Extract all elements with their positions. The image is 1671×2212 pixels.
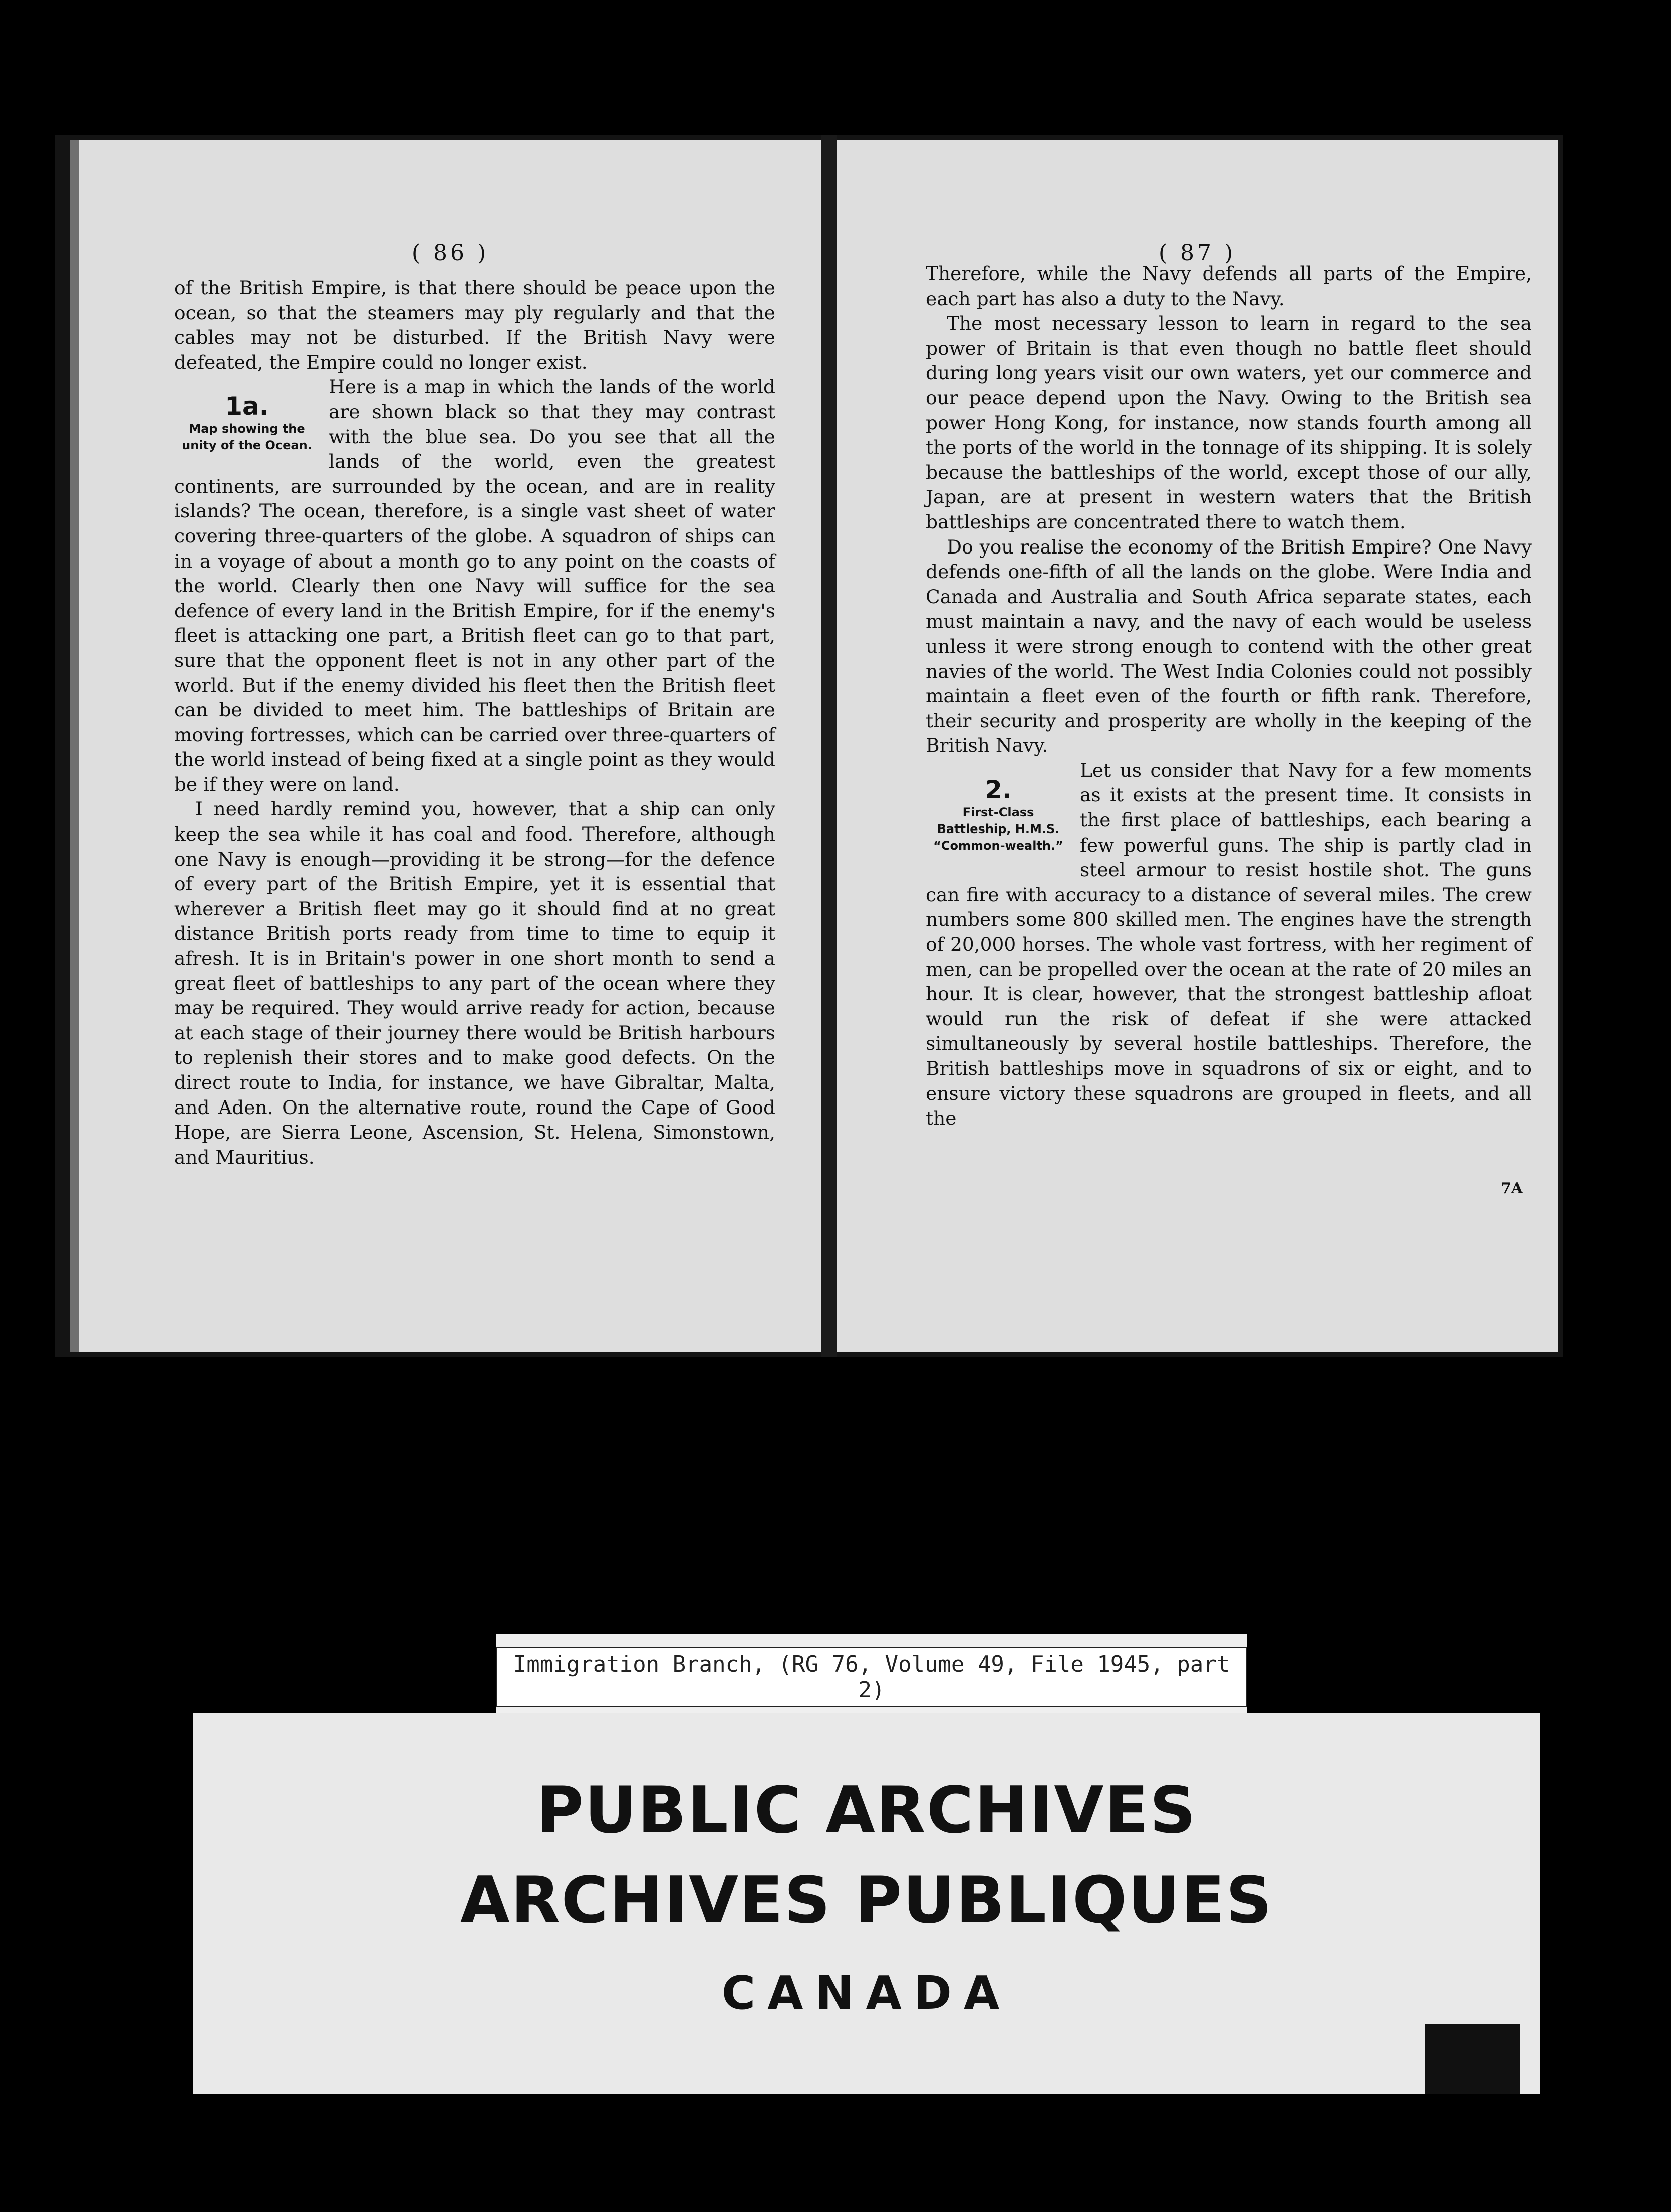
paragraph: Let us consider that Navy for a few moments as it exists at the present time. It consists in the first place of battleships, each bearing a few powerful guns. The ship is partly clad in steel armour to resist hostile shot. The guns can fire with accuracy to a distance of several miles. The crew numbers some 800 skilled men. The engines have the strength of 20,000 horses. The whole vast fortress, with her regiment of men, can be propelled over the ocean at the rate of 20 miles an hour. It is clear, however, that the strongest battleship afloat would run the risk of defeat if she were attacked simultaneously by several hostile battleships. Therefore, the British battleships move in squadrons of six or eight, and to ensure victory these squadrons are grouped in fleets, and all the: [926, 759, 1532, 1130]
figure-number: 1a.: [225, 392, 269, 421]
archive-reference-text: Immigration Branch, (RG 76, Volume 49, File 1945, part 2): [496, 1647, 1247, 1707]
archive-plate-line: ARCHIVES PUBLIQUES: [460, 1863, 1273, 1938]
figure-number: 2.: [985, 775, 1012, 804]
paragraph: I need hardly remind you, however, that a ship can only keep the sea while it has coal and food. Therefore, although one Navy is enough—providing it be strong—for the defence of every part of the British Empire, yet it is essential that wherever a British fleet may go it should find at no great distance British ports ready from time to time to equip it afresh. It is in Britain's power in one short month to send a great fleet of battleships to any part of the ocean where they may be required. They would arrive ready for action, because at each stage of their journey there would be British harbours to replenish their stores and to make good defects. On the direct route to India, for instance, we have Gibraltar, Malta, and Aden. On the alternative route, round the Cape of Good Hope, are Sierra Leone, Ascension, St. Helena, Simonstown, and Mauritius.: [174, 798, 775, 1168]
figure-sidenote: [174, 392, 320, 454]
paragraph: Here is a map in which the lands of the world are shown black so that they may contrast with the blue sea. Do you see that all the lands of the world, even the greatest continents, are surrounded by the ocean, and are in reality islands? The ocean, therefore, is a single vast sheet of water covering three-quarters of the globe. A squadron of ships can in a voyage of about a month go to any point on the coasts of the world. Clearly then one Navy will suffice for the sea defence of every land in the British Empire, for if the enemy's fleet is attacking one part, a British fleet can go to that part, sure that the opponent fleet is not in any other part of the world. But if the enemy divided his fleet then the British fleet can be divided to meet him. The battleships of Britain are moving fortresses, which can be carried over three-quarters of the world instead of being fixed at a single point as they would be if they were on land.: [174, 376, 775, 795]
left-page-text: [174, 275, 775, 1170]
book-spread: [55, 135, 1563, 1357]
book-gutter: [821, 135, 837, 1357]
paragraph: The most necessary lesson to learn in regard to the sea power of Britain is that even though no battle fleet should during long years visit our own waters, yet our commerce and our peace depend upon the Navy. Owing to the British sea power Hong Kong, for instance, now stands fourth among all the ports of the world in the tonnage of its shipping. It is solely because the battleships of the world, except those of our ally, Japan, are at present in western waters that the British battleships are concentrated there to watch them.: [926, 312, 1532, 533]
left-page: [70, 140, 821, 1352]
paragraph: Do you realise the economy of the British Empire? One Navy defends one-fifth of all the lands on the globe. Were India and Canada and Australia and South Africa separate states, each must maintain a navy, and the navy of each would be useless unless it were strong enough to contend with the other great navies of the world. The West India Colonies could not possibly maintain a fleet even of the fourth or fifth rank. Therefore, their security and prosperity are wholly in the keeping of the British Navy.: [926, 535, 1532, 757]
plate-notch: [1425, 2024, 1520, 2094]
archive-plate-line: PUBLIC ARCHIVES: [536, 1773, 1197, 1848]
figure-sidenote: [926, 775, 1071, 854]
right-page: [837, 140, 1558, 1352]
page-number: ( 86 ): [411, 240, 489, 266]
archive-plate-line: CANADA: [721, 1966, 1012, 2020]
archive-plate: [193, 1713, 1540, 2094]
figure-caption: First-Class Battleship, H.M.S. “Common-wealth.”: [933, 805, 1063, 853]
signature-mark: 7A: [1500, 1180, 1523, 1197]
page-number: ( 87 ): [1158, 240, 1236, 266]
figure-caption: Map showing the unity of the Ocean.: [182, 422, 312, 453]
paragraph: Therefore, while the Navy defends all parts of the Empire, each part has also a duty to the Navy.: [926, 262, 1532, 310]
archive-reference-label: [496, 1634, 1247, 1717]
paragraph: of the British Empire, is that there should be peace upon the ocean, so that the steamers may ply regularly and that the cables may not be disturbed. If the British Navy were defeated, the Empire could no longer exist.: [174, 276, 775, 373]
right-page-text: [926, 261, 1532, 1131]
